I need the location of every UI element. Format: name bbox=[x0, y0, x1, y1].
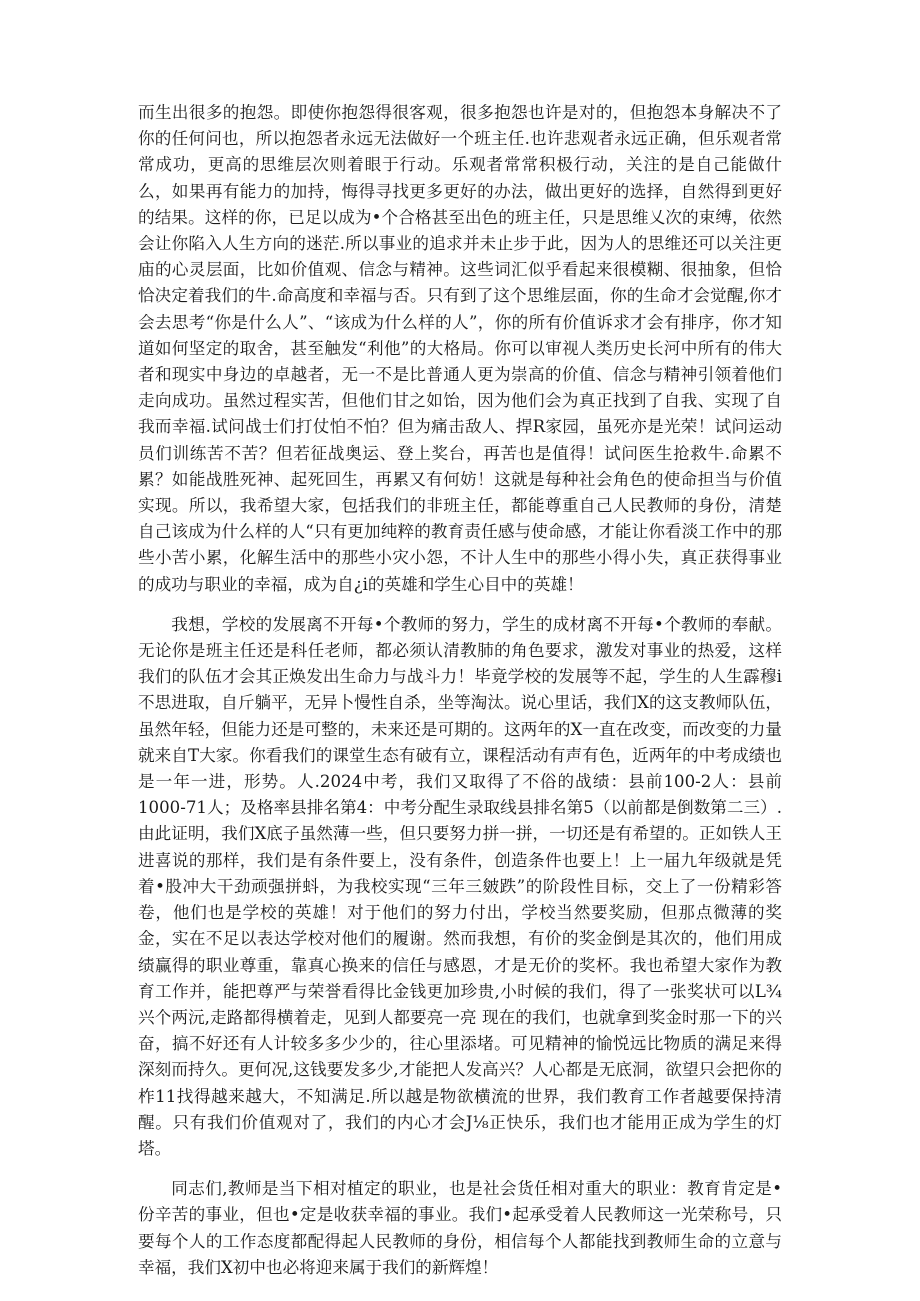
document-page bbox=[138, 100, 782, 1295]
paragraph-3: 同志们,教师是当下相对植定的职业，也是社会货任相对重大的职业：教育肯定是•份辛苦的事业，但也•定是收获幸福的事业。我们•起承受着人民教师这一光荣称号，只要每个人的工作态度都配得起人民教师的身份，相信每个人都能找到教师生命的立意与幸福，我们X初中也必将迎来属于我们的新辉煌！ bbox=[138, 1179, 782, 1277]
paragraph-1: 而生出很多的抱怨。即使你抱怨得很客观，很多抱怨也许是对的，但抱怨本身解决不了你的任何问也，所以抱怨者永远无法做好一个班主任.也许悲观者永远正确，但乐观者常常成功，更高的思维层次则着眼于行动。乐观者常常积极行动，关注的是自己能做什么，如果再有能力的加持，悔得寻找更多更好的办法，做出更好的选择，自然得到更好的结果。这样的你，已足以成为•个合格甚至出色的班主任，只是思维乂次的束缚，依然会让你陷入人生方向的迷茫.所以事业的追求并未止步于此，因为人的思维还可以关注更庙的心灵层面，比如价值观、信念与精神。这些词汇似乎看起来很模糊、很抽象，但恰恰决定着我们的牛.命高度和幸福与否。只有到了这个思维层面，你的生命才会觉醒,你才会去思考“你是什么人”、“该成为什么样的人”，你的所有价值诉求才会有排序，你才知道如何坚定的取舍，甚至触发“利他”的大格局。你可以审视人类历史长河中所有的伟大者和现实中身边的卓越者，无一不是比普通人更为崇高的价值、信念与精神引领着他们走向成功。虽然过程实苦，但他们甘之如饴，因为他们会为真正找到了自我、实现了自我而幸福.试问战士们打仗怕不怕？但为痛击敌人、捍R家园，虽死亦是光荣！试问运动员们训练苦不苦？但若征战奥运、登上奖台，再苦也是值得！试问医生抢救牛.命累不累？如能战胜死神、起死回生，再累又有何妨！这就是每种社会角色的使命担当与价值实现。所以，我希望大家，包括我们的非班主任，都能尊重自己人民教师的身份，清楚自己该成为什么样的人“只有更加纯粹的教育责任感与使命感，才能让你看淡工作中的那些小苦小累，化解生活中的那些小灾小怨，不计人生中的那些小得小失，真正获得事业的成功与职业的幸福，成为自¿i的英雄和学生心目中的英雄！ bbox=[138, 103, 782, 594]
paragraph-2: 我想，学校的发展离不开每•个教师的努力，学生的成材离不开每•个教师的奉献。无论你是班主任还是科任老师，都必须认清教肺的角色要求，激发对事业的热爱，这样我们的队伍才会其正焕发出生命力与战斗力！毕竟学校的发展等不起，学生的人生霹穆i不思进取，自斤躺平，无异卜慢性自杀，坐等淘汰。说心里话，我们X的这支教师队伍，虽然年轻，但能力还是可整的，未来还是可期的。这两年的X一直在改变，而改变的力量就来自T大家。你看我们的课堂生态有破有立，课程活动有声有色，近两年的中考成绩也是一年一进，形势。人.2024中考，我们又取得了不俗的战绩：县前100-2人：县前1000-71人；及格率县排名第4：中考分配生录取线县排名第5（以前都是倒数第二三）.由此证明，我们X底子虽然薄一些，但只要努力拼一拼，一切还是有希望的。正如铁人王进喜说的那样，我们是有条件要上，没有条件，创造条件也要上！上一届九年级就是凭着•股冲大干劲顽强拼蚪，为我校实现“三年三皴跌”的阶段性目标，交上了一份精彩答卷，他们也是学校的英雄！对于他们的努力付出，学校当然要奖励，但那点微薄的奖金，实在不足以表达学校对他们的履谢。然而我想，有价的奖金倒是其次的，他们用成绩赢得的职业尊重，靠真心换来的信任与感恩，才是无价的奖杯。我也希望大家作为教育工作并，能把尊严与荣誉看得比金钱更加珍贵,小时候的我们，得了一张奖状可以L¾兴个两沅,走路都得横着走，见到人都要亮一亮 现在的我们，也就拿到奖金时那一下的兴奋，搞不好还有人计较多多少少的，往心里添堵。可见精神的愉悦远比物质的满足来得深刻而持久。更何况,这钱要发多少,才能把人发高兴？人心都是无底洞，欲望只会把你的柞11找得越来越大，不知满足.所以越是物欲横流的世界，我们教育工作者越要保持清醒。只有我们价值观对了，我们的内心才会J⅛正快乐，我们也才能用正成为学生的灯塔。 bbox=[138, 614, 782, 1158]
